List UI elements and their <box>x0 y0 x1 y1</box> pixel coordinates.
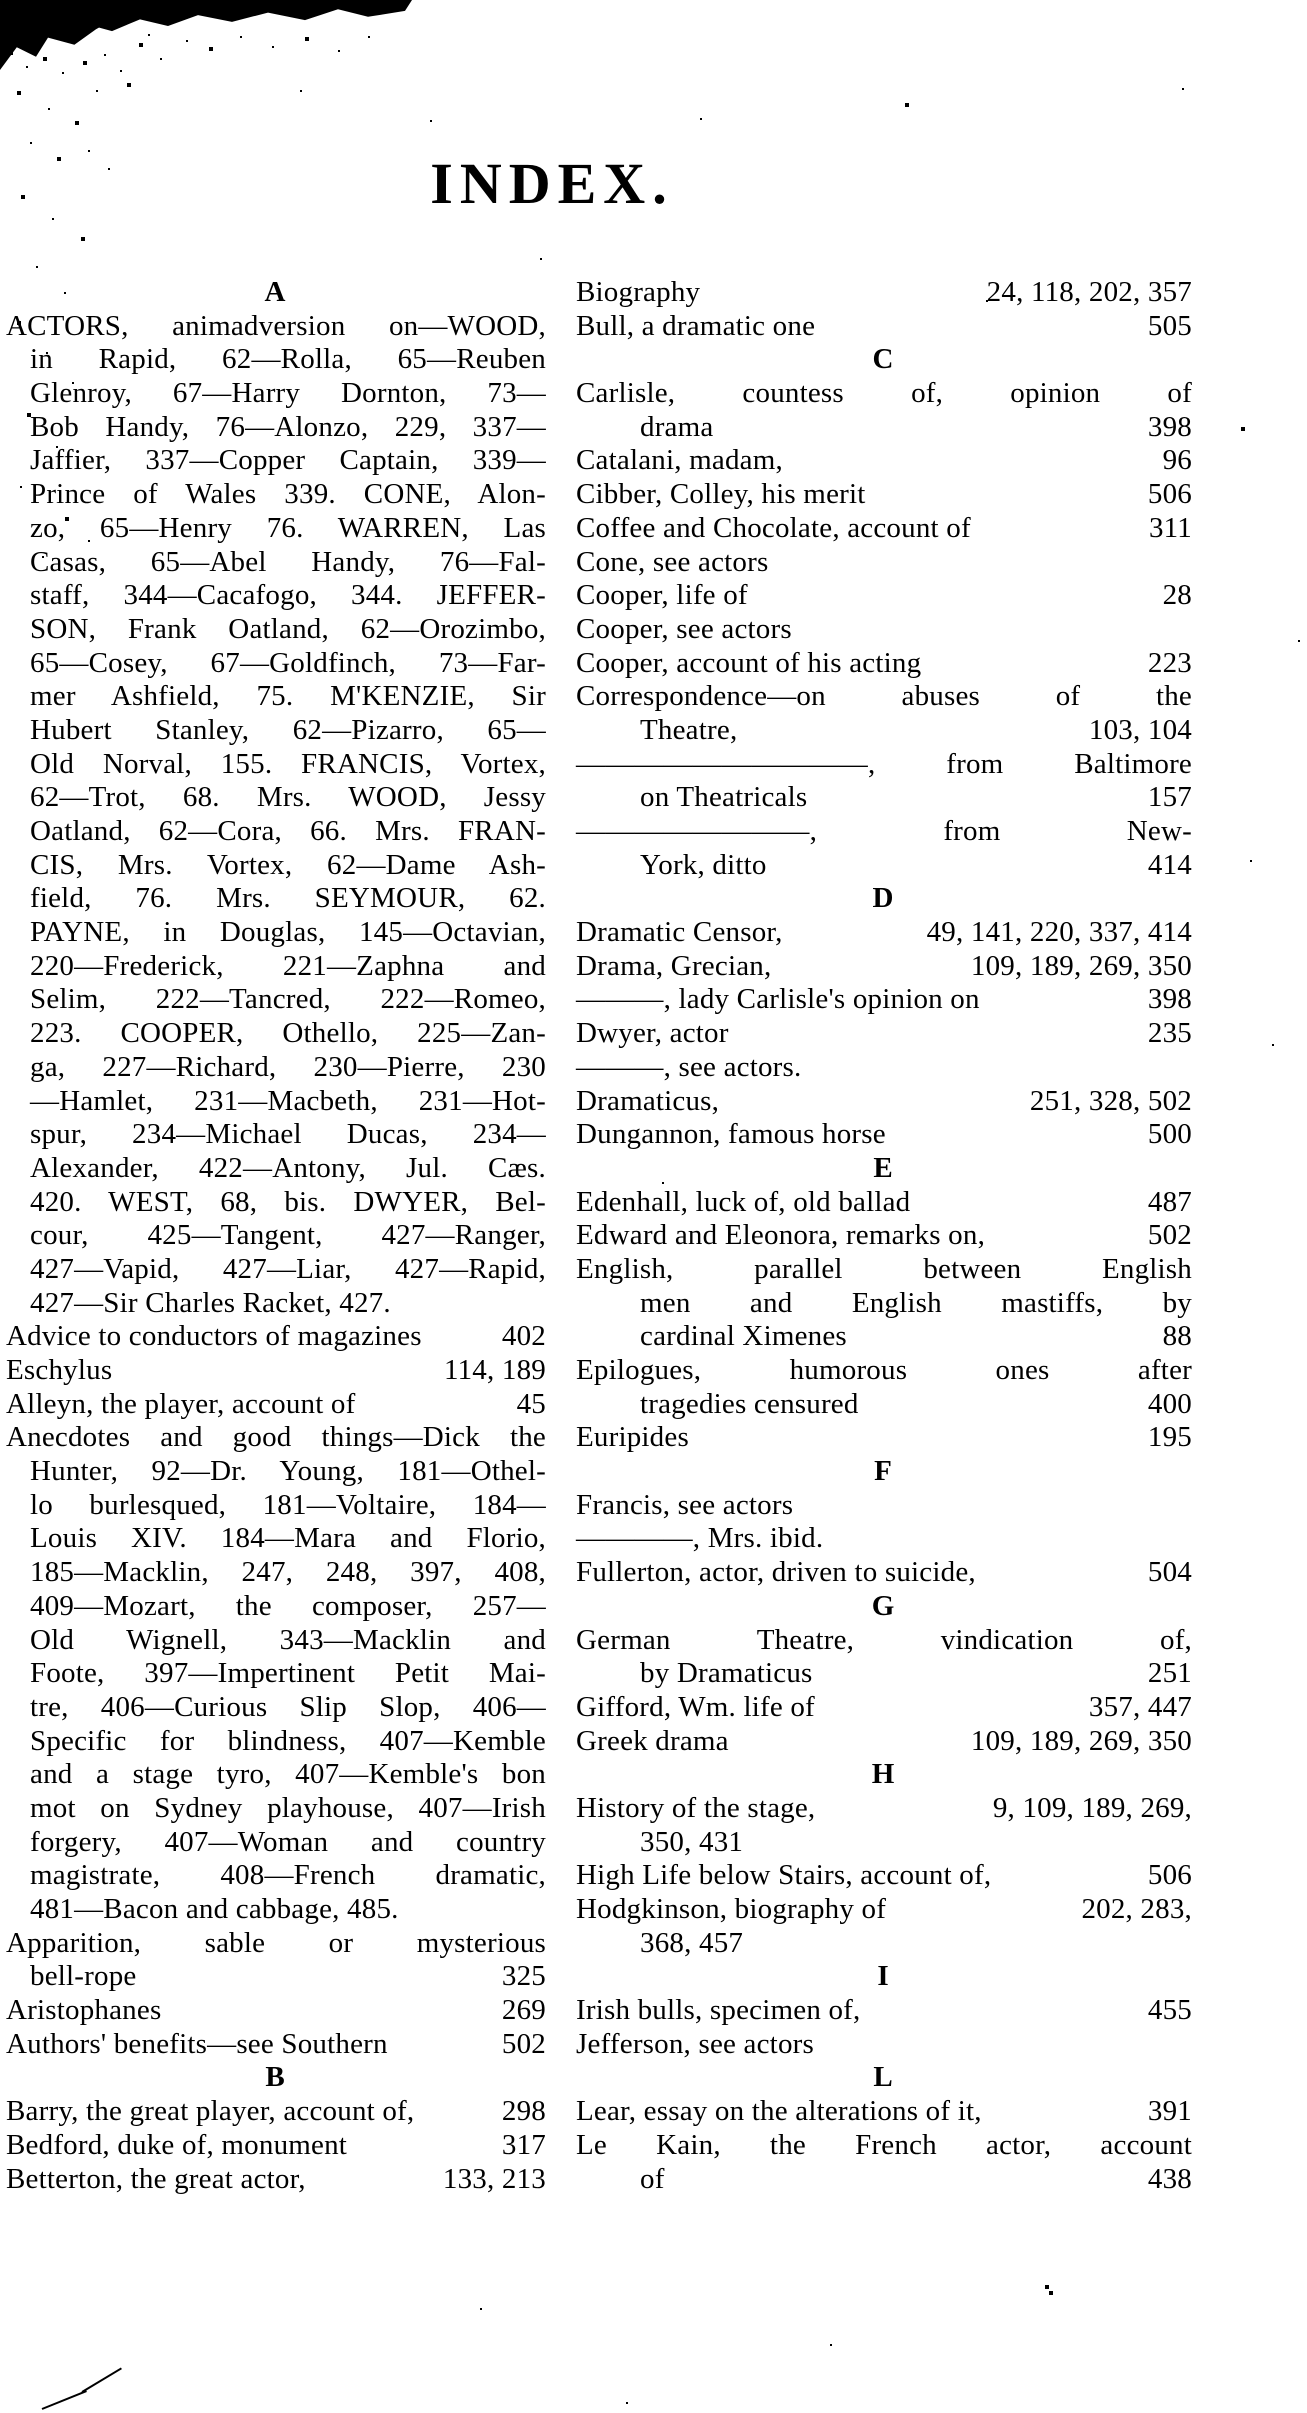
index-entry-line: 427—Vapid, 427—Liar, 427—Rapid, <box>30 1252 546 1285</box>
entry-page-numbers: 487 <box>1147 1185 1192 1218</box>
index-entry-line: German Theatre, vindication of, <box>576 1623 1192 1656</box>
entry-text: Cooper, account of his acting <box>576 646 922 679</box>
entry-text: tragedies censured <box>640 1387 859 1420</box>
index-entry-line <box>576 1691 1192 1725</box>
index-entry-line <box>6 1388 546 1422</box>
index-entry-line <box>576 1421 1192 1455</box>
index-entry-line <box>576 1118 1192 1152</box>
section-letter: G <box>871 1589 897 1622</box>
entry-text: Lear, essay on the alterations of it, <box>576 2095 982 2128</box>
section-letter: A <box>264 276 288 308</box>
index-entry-line: Jefferson, see actors <box>576 2027 814 2060</box>
entry-text: Irish bulls, specimen of, <box>576 1994 861 2027</box>
index-entry-line: Carlisle, countess of, opinion of <box>576 377 1192 410</box>
index-entry-line <box>576 1725 1192 1759</box>
entry-text: York, ditto <box>640 848 767 881</box>
entry-page-numbers: 251, 328, 502 <box>1029 1084 1192 1117</box>
index-entry-line: Hunter, 92—Dr. Young, 181—Othel- <box>30 1455 546 1488</box>
index-entry-line: Anecdotes and good things—Dick the <box>6 1421 546 1454</box>
index-entry-line <box>576 1994 1192 2028</box>
index-entry-line: lo burlesqued, 181—Voltaire, 184— <box>30 1488 546 1521</box>
entry-text: Coffee and Chocolate, account of <box>576 511 971 544</box>
index-entry-line <box>576 781 1192 815</box>
entry-page-numbers: 357, 447 <box>1088 1690 1192 1723</box>
entry-page-numbers: 298 <box>501 2095 546 2128</box>
index-entry-line: Selim, 222—Tancred, 222—Romeo, <box>30 983 546 1016</box>
index-entry-line <box>6 1960 546 1994</box>
index-entry-line: 427—Sir Charles Racket, 427. <box>30 1286 391 1319</box>
index-entry-line: Foote, 397—Impertinent Petit Mai- <box>30 1657 546 1690</box>
index-entry-line <box>6 1994 546 2028</box>
entry-page-numbers: 325 <box>501 1960 546 1993</box>
index-entry-line <box>576 1657 1192 1691</box>
entry-text: cardinal Ximenes <box>640 1320 847 1353</box>
index-entry-line: Casas, 65—Abel Handy, 76—Fal- <box>30 545 546 578</box>
index-entry-line <box>576 1320 1192 1354</box>
index-entry-line <box>576 1859 1192 1893</box>
index-entry-line <box>6 2095 546 2129</box>
index-entry-line <box>576 647 1192 681</box>
index-entry-line: SON, Frank Oatland, 62—Orozimbo, <box>30 612 546 645</box>
ink-speckles-page <box>0 0 2 2</box>
section-letter: D <box>872 882 896 915</box>
index-entry-line: Louis XIV. 184—Mara and Florio, <box>30 1522 546 1555</box>
index-entry-line: ACTORS, animadversion on—WOOD, <box>6 309 546 342</box>
index-entry-line: spur, 234—Michael Ducas, 234— <box>30 1118 546 1151</box>
index-column-left <box>6 276 546 2196</box>
entry-text: Aristophanes <box>6 1994 162 2027</box>
index-entry-line: Correspondence—on abuses of the <box>576 680 1192 713</box>
entry-text: drama <box>640 410 714 443</box>
index-entry-line <box>576 950 1192 984</box>
index-entry-line: PAYNE, in Douglas, 145—Octavian, <box>30 916 546 949</box>
entry-text: Gifford, Wm. life of <box>576 1690 815 1723</box>
pen-stroke-bottom-left-2 <box>81 2367 121 2392</box>
index-entry-line: ——————————, from Baltimore <box>576 747 1192 780</box>
index-entry-line: 350, 431 <box>640 1825 744 1858</box>
index-entry-line: mot on Sydney playhouse, 407—Irish <box>30 1791 546 1824</box>
index-entry-line: 65—Cosey, 67—Goldfinch, 73—Far- <box>30 646 546 679</box>
section-letter: C <box>872 343 896 376</box>
index-entry-line: Cone, see actors <box>576 545 769 578</box>
entry-page-numbers: 49, 141, 220, 337, 414 <box>926 916 1192 949</box>
index-entry-line: field, 76. Mrs. SEYMOUR, 62. <box>30 882 546 915</box>
index-entry-line: Jaffier, 337—Copper Captain, 339— <box>30 444 546 477</box>
entry-text: Bull, a dramatic one <box>576 309 816 342</box>
index-entry-line: 220—Frederick, 221—Zaphna and <box>30 949 546 982</box>
index-entry-line: men and English mastiffs, by <box>640 1286 1192 1319</box>
entry-page-numbers: 157 <box>1147 781 1192 814</box>
section-letter: I <box>877 1960 891 1993</box>
entry-text: ———, lady Carlisle's opinion on <box>576 983 980 1016</box>
index-entry-line: Cooper, see actors <box>576 612 792 645</box>
entry-text: of <box>640 2162 665 2195</box>
index-entry-line: Old Norval, 155. FRANCIS, Vortex, <box>30 747 546 780</box>
entry-text: Eschylus <box>6 1354 113 1386</box>
pen-stroke-bottom-left <box>42 2390 87 2410</box>
index-entry-line <box>576 310 1192 344</box>
index-entry-line <box>576 1388 1192 1422</box>
index-entry-line <box>576 2163 1192 2197</box>
page-title: INDEX. <box>430 151 674 216</box>
entry-text: bell-rope <box>30 1960 137 1993</box>
entry-page-numbers: 402 <box>501 1320 546 1353</box>
entry-page-numbers: 45 <box>516 1387 546 1420</box>
index-entry-line <box>576 1893 1192 1927</box>
index-entry-line <box>576 1085 1192 1119</box>
index-entry-line <box>576 579 1192 613</box>
index-column-right <box>576 276 1192 2196</box>
index-entry-line <box>576 276 1192 310</box>
index-entry-line: mer Ashfield, 75. M'KENZIE, Sir <box>30 680 546 713</box>
index-entry-line: cour, 425—Tangent, 427—Ranger, <box>30 1219 546 1252</box>
index-entry-line: English, parallel between English <box>576 1252 1192 1285</box>
index-entry-line: ————————, from New- <box>576 815 1192 847</box>
entry-page-numbers: 398 <box>1147 410 1192 443</box>
index-entry-line: Bob Handy, 76—Alonzo, 229, 337— <box>30 410 546 443</box>
index-entry-line <box>576 1792 1192 1826</box>
entry-page-numbers: 505 <box>1147 309 1192 342</box>
entry-page-numbers: 400 <box>1147 1387 1192 1420</box>
entry-text: Advice to conductors of magazines <box>6 1320 422 1353</box>
entry-text: Greek drama <box>576 1724 729 1757</box>
entry-page-numbers: 109, 189, 269, 350 <box>970 1724 1192 1757</box>
entry-text: Fullerton, actor, driven to suicide, <box>576 1556 976 1589</box>
entry-text: Hodgkinson, biography of <box>576 1893 887 1925</box>
index-entry-line: ————, Mrs. ibid. <box>576 1522 824 1555</box>
index-entry-line: magistrate, 408—French dramatic, <box>30 1859 546 1892</box>
entry-page-numbers: 103, 104 <box>1088 713 1192 746</box>
entry-text: Edenhall, luck of, old ballad <box>576 1185 911 1218</box>
index-entry-line: 368, 457 <box>640 1926 744 1959</box>
entry-page-numbers: 502 <box>1147 1219 1192 1252</box>
index-entry-line: and a stage tyro, 407—Kemble's bon <box>30 1758 546 1791</box>
index-entry-line <box>6 2028 546 2062</box>
index-entry-line: 481—Bacon and cabbage, 485. <box>30 1893 399 1925</box>
index-entry-line: Alexander, 422—Antony, Jul. Cæs. <box>30 1151 546 1184</box>
entry-page-numbers: 223 <box>1147 646 1192 679</box>
entry-page-numbers: 9, 109, 189, 269, <box>992 1791 1192 1824</box>
entry-text: Theatre, <box>640 713 738 746</box>
entry-text: Dramatic Censor, <box>576 916 783 949</box>
entry-text: History of the stage, <box>576 1791 816 1824</box>
index-entry-line <box>6 2129 546 2163</box>
index-entry-line: Hubert Stanley, 62—Pizarro, 65— <box>30 713 546 746</box>
section-letter: F <box>874 1455 894 1488</box>
index-entry-line <box>576 714 1192 748</box>
index-entry-line <box>576 512 1192 546</box>
entry-text: Cooper, life of <box>576 579 748 612</box>
index-entry-line: Le Kain, the French actor, account <box>576 2128 1192 2161</box>
entry-page-numbers: 24, 118, 202, 357 <box>986 276 1192 308</box>
entry-page-numbers: 109, 189, 269, 350 <box>970 949 1192 982</box>
entry-text: by Dramaticus <box>640 1657 813 1690</box>
index-entry-line <box>576 916 1192 950</box>
index-entry-line: 223. COOPER, Othello, 225—Zan- <box>30 1017 546 1050</box>
index-entry-line: Glenroy, 67—Harry Dornton, 73— <box>30 377 546 410</box>
entry-page-numbers: 455 <box>1147 1994 1192 2027</box>
index-entry-line: tre, 406—Curious Slip Slop, 406— <box>30 1690 546 1723</box>
entry-text: Biography <box>576 276 701 308</box>
index-entry-line: 62—Trot, 68. Mrs. WOOD, Jessy <box>30 781 546 814</box>
entry-page-numbers: 88 <box>1162 1320 1192 1353</box>
entry-text: Cibber, Colley, his merit <box>576 478 866 511</box>
index-entry-line <box>576 983 1192 1017</box>
ink-smudge-blob <box>0 16 120 76</box>
entry-page-numbers: 114, 189 <box>443 1354 546 1386</box>
index-entry-line: Specific for blindness, 407—Kemble <box>30 1724 546 1757</box>
index-entry-line <box>576 849 1192 883</box>
index-entry-line <box>576 478 1192 512</box>
entry-page-numbers: 251 <box>1147 1657 1192 1690</box>
entry-page-numbers: 96 <box>1162 444 1192 477</box>
entry-page-numbers: 506 <box>1147 1859 1192 1892</box>
entry-page-numbers: 438 <box>1147 2162 1192 2195</box>
index-entry-line: Oatland, 62—Cora, 66. Mrs. FRAN- <box>30 815 546 847</box>
entry-text: Betterton, the great actor, <box>6 2162 306 2195</box>
index-entry-line: 420. WEST, 68, bis. DWYER, Bel- <box>30 1185 546 1218</box>
index-entry-line: Epilogues, humorous ones after <box>576 1354 1192 1386</box>
index-entry-line: ———, see actors. <box>576 1050 802 1083</box>
entry-page-numbers: 504 <box>1147 1556 1192 1589</box>
index-entry-line <box>576 1556 1192 1590</box>
section-letter: L <box>873 2061 895 2094</box>
entry-page-numbers: 202, 283, <box>1081 1893 1192 1925</box>
entry-text: on Theatricals <box>640 781 808 814</box>
index-entry-line <box>576 411 1192 445</box>
index-entry-line: Prince of Wales 339. CONE, Alon- <box>30 478 546 511</box>
entry-text: Catalani, madam, <box>576 444 783 477</box>
index-entry-line <box>576 1017 1192 1051</box>
entry-page-numbers: 235 <box>1147 1017 1192 1050</box>
entry-text: High Life below Stairs, account of, <box>576 1859 992 1892</box>
index-entry-line: —Hamlet, 231—Macbeth, 231—Hot- <box>30 1084 546 1117</box>
index-entry-line: Old Wignell, 343—Macklin and <box>30 1623 546 1656</box>
entry-page-numbers: 317 <box>501 2128 546 2161</box>
entry-text: Edward and Eleonora, remarks on, <box>576 1219 986 1252</box>
entry-page-numbers: 398 <box>1147 983 1192 1016</box>
entry-page-numbers: 414 <box>1147 848 1192 881</box>
index-entry-line: zo, 65—Henry 76. WARREN, Las <box>30 511 546 544</box>
entry-page-numbers: 391 <box>1147 2095 1192 2128</box>
index-entry-line: 409—Mozart, the composer, 257— <box>30 1589 546 1622</box>
index-entry-line <box>6 2163 546 2197</box>
entry-text: Euripides <box>576 1421 689 1454</box>
index-entry-line <box>6 1354 546 1388</box>
index-entry-line: Apparition, sable or mysterious <box>6 1926 546 1959</box>
index-entry-line <box>6 1320 546 1354</box>
entry-page-numbers: 195 <box>1147 1421 1192 1454</box>
index-entry-line: Francis, see actors <box>576 1488 794 1521</box>
section-letter: E <box>873 1151 895 1184</box>
entry-page-numbers: 133, 213 <box>442 2162 546 2195</box>
index-entry-line: CIS, Mrs. Vortex, 62—Dame Ash- <box>30 848 546 881</box>
index-entry-line <box>576 444 1192 478</box>
entry-text: Authors' benefits—see Southern <box>6 2027 388 2060</box>
entry-page-numbers: 28 <box>1162 579 1192 612</box>
entry-page-numbers: 502 <box>501 2027 546 2060</box>
index-entry-line: in Rapid, 62—Rolla, 65—Reuben <box>30 343 546 376</box>
entry-text: Dwyer, actor <box>576 1017 729 1050</box>
index-entry-line: 185—Macklin, 247, 248, 397, 408, <box>30 1556 546 1589</box>
entry-page-numbers: 500 <box>1147 1118 1192 1151</box>
entry-text: Drama, Grecian, <box>576 949 772 982</box>
entry-page-numbers: 311 <box>1148 511 1192 544</box>
entry-page-numbers: 506 <box>1147 478 1192 511</box>
index-entry-line: ga, 227—Richard, 230—Pierre, 230 <box>30 1050 546 1083</box>
entry-text: Dramaticus, <box>576 1084 720 1117</box>
entry-text: Bedford, duke of, monument <box>6 2128 348 2161</box>
index-entry-line: staff, 344—Cacafogo, 344. JEFFER- <box>30 579 546 612</box>
entry-text: Dungannon, famous horse <box>576 1118 886 1151</box>
index-entry-line <box>576 2095 1192 2129</box>
section-letter: H <box>871 1758 897 1791</box>
entry-page-numbers: 269 <box>501 1994 546 2027</box>
index-entry-line: forgery, 407—Woman and country <box>30 1825 546 1858</box>
entry-text: Barry, the great player, account of, <box>6 2095 415 2128</box>
entry-text: Alleyn, the player, account of <box>6 1387 356 1420</box>
section-letter: B <box>265 2061 287 2094</box>
index-entry-line <box>576 1186 1192 1220</box>
index-entry-line <box>576 1219 1192 1253</box>
